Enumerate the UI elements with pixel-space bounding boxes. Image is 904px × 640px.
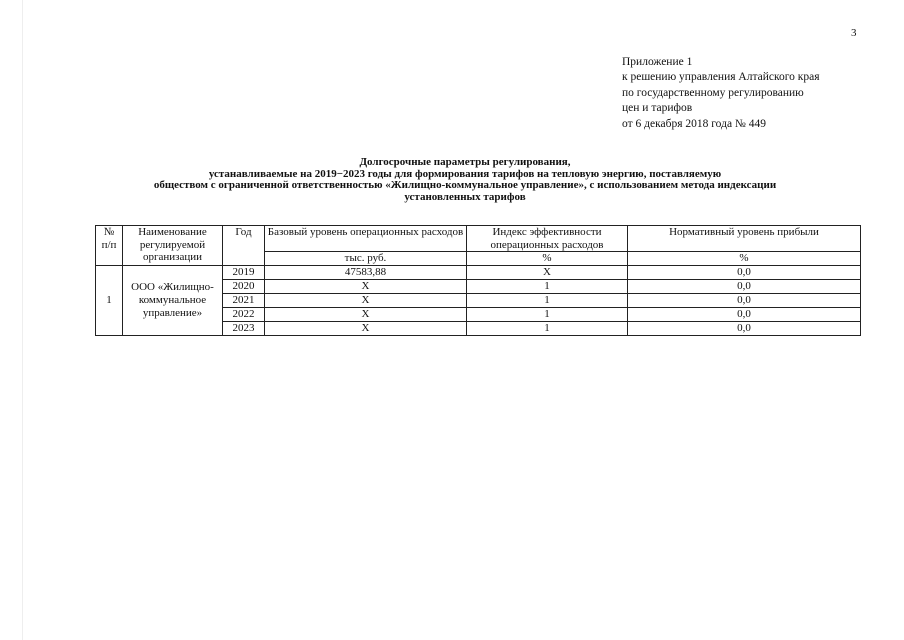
document-title-line: установленных тарифов — [404, 190, 526, 203]
appendix-note — [622, 55, 820, 132]
table-header-row — [96, 226, 861, 252]
row-efficiency-index: 1 — [467, 307, 628, 321]
row-efficiency-index: 1 — [467, 321, 628, 335]
appendix-note-line: от 6 декабря 2018 года № 449 — [622, 117, 767, 130]
unit-base-level: тыс. руб. — [265, 252, 467, 266]
page-number: 3 — [851, 27, 857, 39]
row-profit-level: 0,0 — [628, 265, 861, 279]
appendix-note-line: цен и тарифов — [622, 102, 693, 115]
row-base-level: X — [265, 279, 467, 293]
header-year: Год — [223, 226, 265, 266]
row-year: 2019 — [223, 265, 265, 279]
org-num: 1 — [96, 265, 123, 335]
header-base-level: Базовый уровень операционных расходов — [265, 226, 467, 252]
document-title — [90, 157, 840, 203]
document-title-line: устанавливаемые на 2019−2023 годы для формирования тарифов на тепловую энергию, поставляемую — [208, 167, 722, 180]
header-efficiency-index: Индекс эффективности операционных расходов — [467, 226, 628, 252]
org-name: ООО «Жилищно-коммунальное управление» — [123, 265, 223, 335]
regulation-parameters-table — [95, 225, 861, 336]
row-profit-level: 0,0 — [628, 307, 861, 321]
unit-profit-level: % — [628, 252, 861, 266]
appendix-note-line: Приложение 1 — [622, 56, 693, 68]
row-base-level: X — [265, 307, 467, 321]
appendix-note-line: к решению управления Алтайского края — [622, 71, 820, 84]
row-profit-level: 0,0 — [628, 293, 861, 307]
row-base-level: 47583,88 — [265, 265, 467, 279]
row-base-level: X — [265, 293, 467, 307]
document-title-line: обществом с ограниченной ответственностью «Жилищно-коммунальное управление», с использованием метода индексации — [153, 179, 777, 192]
header-num: № п/п — [96, 226, 123, 266]
page-edge-shadow — [22, 0, 23, 640]
row-year: 2022 — [223, 307, 265, 321]
unit-efficiency-index: % — [467, 252, 628, 266]
appendix-note-line: по государственному регулированию — [622, 86, 804, 99]
document-title-line: Долгосрочные параметры регулирования, — [359, 156, 571, 168]
row-efficiency-index: 1 — [467, 293, 628, 307]
row-profit-level: 0,0 — [628, 321, 861, 335]
header-org-name: Наименование регулируемой организации — [123, 226, 223, 266]
row-year: 2023 — [223, 321, 265, 335]
row-efficiency-index: X — [467, 265, 628, 279]
row-efficiency-index: 1 — [467, 279, 628, 293]
row-year: 2021 — [223, 293, 265, 307]
row-profit-level: 0,0 — [628, 279, 861, 293]
header-profit-level: Нормативный уровень прибыли — [628, 226, 861, 252]
row-year: 2020 — [223, 279, 265, 293]
table-row — [96, 265, 861, 279]
row-base-level: X — [265, 321, 467, 335]
